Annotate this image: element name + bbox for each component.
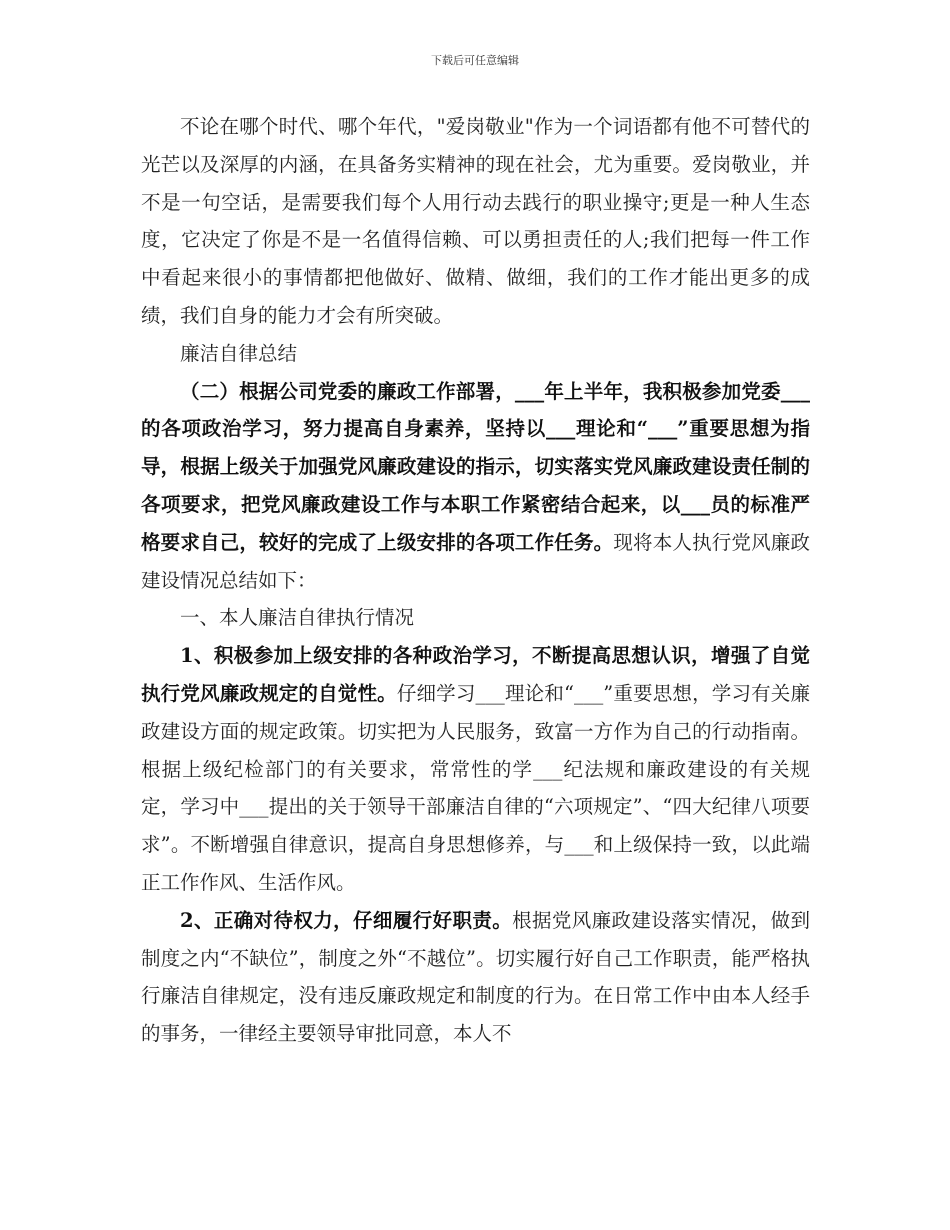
page-header: 下载后可任意编辑 <box>431 54 519 67</box>
section-heading <box>141 335 810 373</box>
bold-text: （二）根据公司党委的廉政工作部署，___年上半年，我积极参加党委___的各项政治学习，努力提高自身素养，坚持以___理论和“___”重要思想为指导，根据上级关于加强党风廉政建设的指示，切实落实党风廉政建设责任制的各项要求，把党风廉政建设工作与本职工作紧密结合起来，以___员的标准严格要求自己，较好的完成了上级安排的各项工作任务。 <box>141 379 810 554</box>
paragraph-item-1 <box>141 637 810 902</box>
bold-text: 1、积极参加上级安排的各种政治学习，不断提高思想认识，增强了自觉执行党风廉政规定的自觉性。 <box>141 644 810 705</box>
heading-text: 廉洁自律总结 <box>180 341 298 365</box>
paragraph-text: 不论在哪个时代、哪个年代，"爱岗敬业"作为一个词语都有他不可替代的光芒以及深厚的内涵，在具备务实精神的现在社会，尤为重要。爱岗敬业，并不是一句空话，是需要我们每个人用行动去践行的职业操守;更是一种人生态度，它决定了你是不是一名值得信赖、可以勇担责任的人;我们把每一件工作中看起来很小的事情都把他做好、做精、做细，我们的工作才能出更多的成绩，我们自身的能力才会有所突破。 <box>141 115 810 327</box>
paragraph-item-2 <box>141 902 810 1053</box>
paragraph-text: 仔细学习___理论和“___”重要思想，学习有关廉政建设方面的规定政策。切实把为人民服务，致富一方作为自己的行动指南。根据上级纪检部门的有关要求，常常性的学___纪法规和廉政建设的有关规定，学习中___提出的关于领导干部廉洁自律的“六项规定”、“四大纪律八项要求”。不断增强自律意识，提高自身思想修养，与___和上级保持一致，以此端正工作作风、生活作风。 <box>141 681 810 894</box>
paragraph-text: 现将本人执行党风廉政建设情况总结如下： <box>141 530 810 592</box>
subheading <box>141 599 810 637</box>
heading-text: 一、本人廉洁自律执行情况 <box>180 606 415 630</box>
bold-text: 2、正确对待权力，仔细履行好职责。 <box>180 908 513 932</box>
paragraph-intro <box>141 108 810 335</box>
paragraph-text: 根据党风廉政建设落实情况，做到制度之内“不缺位”，制度之外“不越位”。切实履行好自己工作职责，能严格执行廉洁自律规定，没有违反廉政规定和制度的行为。在日常工作中由本人经手的事务，一律经主要领导审批同意，本人不 <box>141 908 810 1046</box>
paragraph-summary <box>141 373 810 600</box>
document-body <box>141 108 810 1053</box>
